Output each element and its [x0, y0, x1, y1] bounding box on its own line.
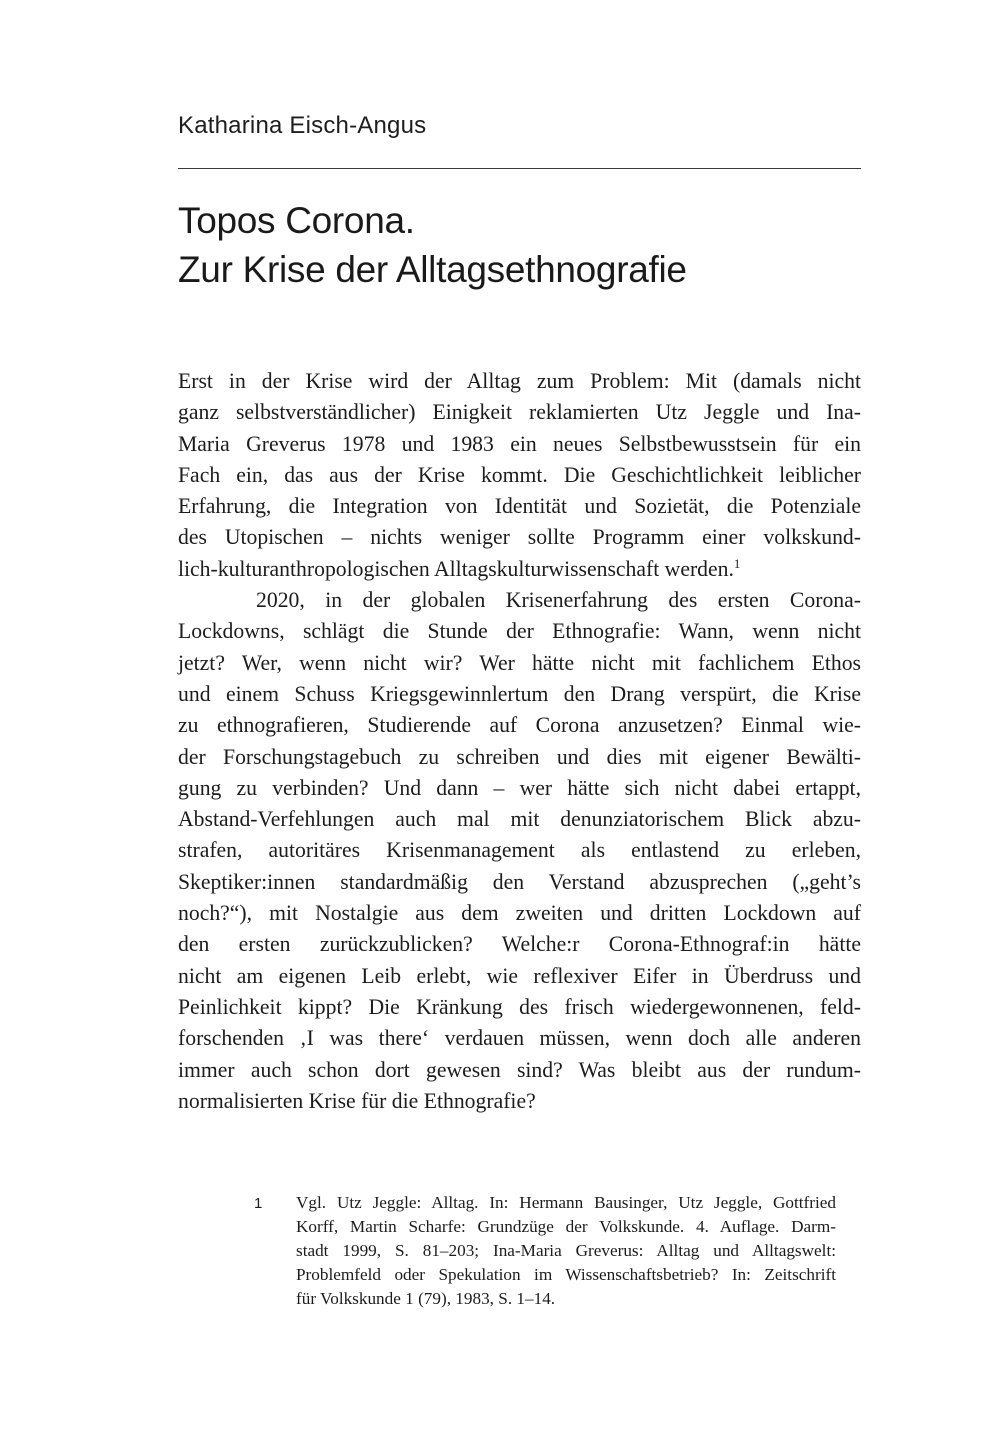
footnote-line: Korff, Martin Scharfe: Grundzüge der Volkskunde. 4. Auflage. Darm- [296, 1217, 836, 1236]
text-line: ganz selbstverständlicher) Einigkeit reklamierten Utz Jeggle und Ina- [178, 400, 861, 425]
text-line: jetzt? Wer, wenn nicht wir? Wer hätte nicht mit fachlichem Ethos [178, 650, 861, 675]
text-line: zu ethnografieren, Studierende auf Corona anzusetzen? Einmal wie- [178, 713, 861, 738]
chapter-title-line-1: Topos Corona. [178, 200, 415, 241]
chapter-title-line-2: Zur Krise der Alltagsethnografie [178, 249, 687, 290]
chapter-title [178, 196, 878, 294]
footnote-line: für Volkskunde 1 (79), 1983, S. 1–14. [296, 1289, 556, 1308]
text-line: Erst in der Krise wird der Alltag zum Problem: Mit (damals nicht [178, 369, 861, 393]
text-line: Maria Greverus 1978 und 1983 ein neues Selbstbewusstsein für ein [178, 431, 861, 456]
text-line: Erfahrung, die Integration von Identität und Sozietät, die Potenziale [178, 494, 861, 519]
text-line: gung zu verbinden? Und dann – wer hätte sich nicht dabei ertappt, [178, 775, 861, 800]
paragraph-1 [178, 366, 861, 585]
paragraph-2 [178, 585, 861, 1117]
text-line: und einem Schuss Kriegsgewinnlertum den Drang verspürt, die Krise [178, 681, 861, 706]
text-line-with-footnote [178, 554, 861, 585]
text-line: Abstand-Verfehlungen auch mal mit denunziatorischem Blick abzu- [178, 807, 861, 832]
text-line: den ersten zurückzublicken? Welche:r Corona-Ethnograf:in hätte [178, 932, 861, 957]
author-name: Katharina Eisch-Angus [178, 112, 427, 139]
footnote-reference[interactable]: 1 [733, 555, 741, 571]
text-line: Fach ein, das aus der Krise kommt. Die Geschichtlichkeit leiblicher [178, 462, 861, 487]
footnote-line: Vgl. Utz Jeggle: Alltag. In: Hermann Bausinger, Utz Jeggle, Gottfried [296, 1193, 836, 1212]
text-line: lich-kulturanthropologischen Alltagskulturwissenschaft werden. [178, 556, 734, 581]
text-line: forschenden ‚I was there‘ verdauen müssen, wenn doch alle anderen [178, 1026, 861, 1051]
text-line: des Utopischen – nichts weniger sollte Programm einer volkskund- [178, 525, 861, 550]
footnote-line: stadt 1999, S. 81–203; Ina-Maria Greverus: Alltag und Alltagswelt: [296, 1241, 836, 1260]
text-line: der Forschungstagebuch zu schreiben und dies mit eigener Bewälti- [178, 744, 861, 769]
text-line: normalisierten Krise für die Ethnografie? [178, 1088, 536, 1113]
text-line: strafen, autoritäres Krisenmanagement als entlastend zu erleben, [178, 838, 861, 863]
footnote-number: 1 [254, 1195, 263, 1212]
body-text [178, 366, 861, 1117]
text-line: noch?“), mit Nostalgie aus dem zweiten und dritten Lockdown auf [178, 901, 861, 926]
header-divider [178, 168, 861, 169]
text-line: 2020, in der globalen Krisenerfahrung des ersten Corona- [256, 588, 861, 613]
footnote-text [296, 1191, 836, 1311]
text-line: Lockdowns, schlägt die Stunde der Ethnografie: Wann, wenn nicht [178, 619, 861, 644]
text-line: nicht am eigenen Leib erlebt, wie reflexiver Eifer in Überdruss und [178, 963, 861, 988]
text-line: immer auch schon dort gewesen sind? Was bleibt aus der rundum- [178, 1057, 861, 1082]
text-line: Peinlichkeit kippt? Die Kränkung des frisch wiedergewonnenen, feld- [178, 994, 861, 1019]
footnote-line: Problemfeld oder Spekulation im Wissenschaftsbetrieb? In: Zeitschrift [296, 1265, 836, 1284]
text-line: Skeptiker:innen standardmäßig den Verstand abzusprechen („geht’s [178, 869, 861, 894]
